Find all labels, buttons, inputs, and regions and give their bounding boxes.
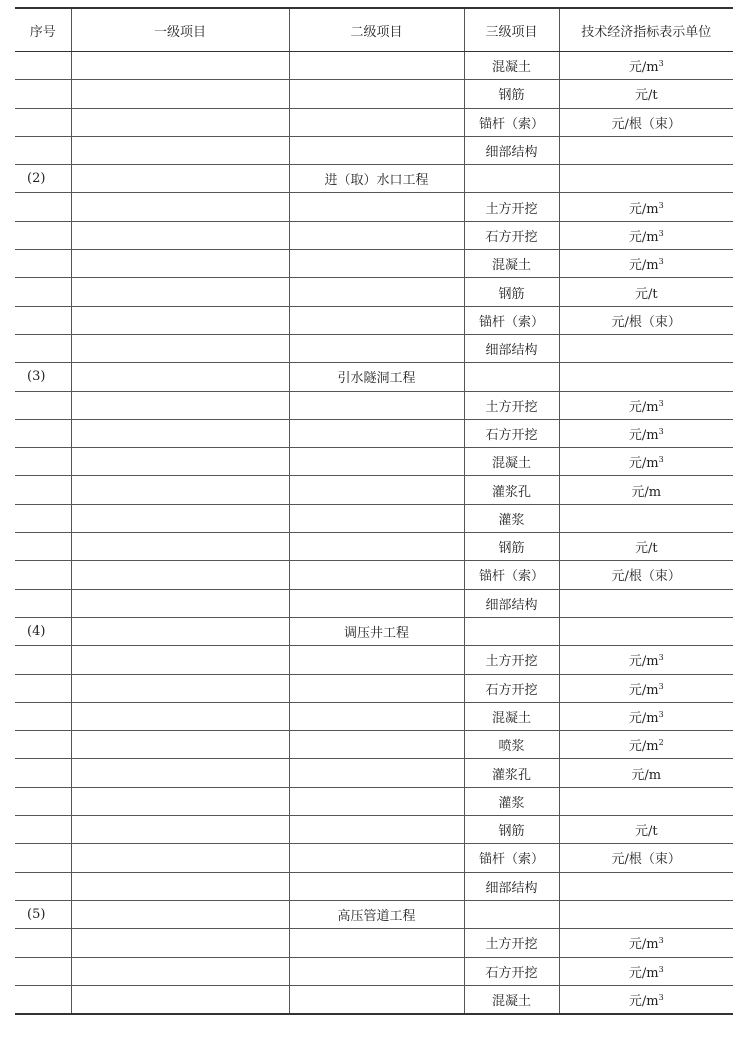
cell-serial-number — [15, 52, 71, 80]
cell-indicator-unit — [559, 929, 733, 957]
cell-level2-item — [289, 929, 464, 957]
cell-indicator-unit — [559, 844, 733, 872]
unit-exponent: 3 — [658, 228, 664, 238]
cell-serial-number — [15, 929, 71, 957]
cell-level3-item: 混凝土 — [464, 250, 559, 278]
cell-indicator-unit — [559, 900, 733, 928]
cell-serial-number — [15, 674, 71, 702]
cell-level1-item — [71, 136, 289, 164]
cell-level1-item — [71, 363, 289, 391]
unit-exponent: 2 — [658, 738, 664, 748]
unit-text: 元/m — [628, 428, 659, 443]
table-row — [15, 165, 733, 193]
cell-level2-item — [289, 646, 464, 674]
cell-level2-item — [289, 561, 464, 589]
cell-indicator-unit — [559, 306, 733, 334]
cell-level3-item: 灌浆孔 — [464, 476, 559, 504]
cell-level1-item — [71, 816, 289, 844]
unit-text: 元/m — [628, 399, 659, 415]
cell-level1-item — [71, 589, 289, 617]
cell-level1-item — [71, 108, 289, 136]
unit-text: 元/m — [628, 456, 659, 472]
table-row — [15, 617, 733, 645]
cell-level3-item: 土方开挖 — [464, 929, 559, 957]
cell-level3-item: 土方开挖 — [464, 646, 559, 674]
unit-exponent: 3 — [658, 964, 664, 974]
cell-level2-item — [289, 52, 464, 80]
table-row — [15, 504, 733, 532]
table-row — [15, 674, 733, 702]
unit-text: 元/根（束） — [611, 852, 681, 868]
cell-level3-item: 细部结构 — [464, 589, 559, 617]
unit-text: 元/t — [634, 286, 658, 302]
cell-level1-item — [71, 448, 289, 476]
table-row — [15, 278, 733, 306]
table-row — [15, 108, 733, 136]
cell-indicator-unit — [559, 165, 733, 193]
cell-level1-item — [71, 957, 289, 985]
cell-level1-item — [71, 646, 289, 674]
cell-level1-item — [71, 533, 289, 561]
cell-indicator-unit — [559, 391, 733, 419]
cell-level3-item: 石方开挖 — [464, 674, 559, 702]
cell-serial-number — [15, 702, 71, 730]
cell-level3-item: 混凝土 — [464, 52, 559, 80]
unit-text: 元/根（束） — [611, 116, 681, 132]
cell-level2-item: 进（取）水口工程 — [289, 165, 464, 193]
cell-serial-number — [15, 759, 71, 787]
cell-indicator-unit — [559, 250, 733, 278]
cell-serial-number — [15, 250, 71, 278]
cell-serial-number: (5) — [15, 900, 71, 928]
cell-serial-number — [15, 306, 71, 334]
cell-indicator-unit — [559, 816, 733, 844]
table-row — [15, 334, 733, 362]
cell-level1-item — [71, 504, 289, 532]
cell-level2-item — [289, 136, 464, 164]
unit-exponent: 3 — [658, 257, 664, 267]
header-serial-number: 序号 — [15, 8, 71, 52]
unit-exponent: 3 — [658, 59, 664, 69]
table-row — [15, 929, 733, 957]
cell-level3-item: 喷浆 — [464, 731, 559, 759]
cell-serial-number — [15, 334, 71, 362]
cell-indicator-unit — [559, 759, 733, 787]
cell-level2-item — [289, 193, 464, 221]
cell-level3-item: 锚杆（索） — [464, 108, 559, 136]
cell-level3-item: 石方开挖 — [464, 419, 559, 447]
cell-level1-item — [71, 391, 289, 419]
unit-text: 元/m — [628, 710, 659, 726]
cell-level3-item: 钢筋 — [464, 278, 559, 306]
unit-text: 元/m — [631, 484, 662, 500]
cell-level1-item — [71, 759, 289, 787]
cell-indicator-unit — [559, 646, 733, 674]
cell-indicator-unit — [559, 448, 733, 476]
cell-level2-item — [289, 306, 464, 334]
cell-level2-item — [289, 221, 464, 249]
table-row — [15, 80, 733, 108]
table-row — [15, 52, 733, 80]
unit-text: 元/m — [628, 965, 659, 981]
table-row — [15, 872, 733, 900]
cell-indicator-unit — [559, 221, 733, 249]
unit-text: 元/根（束） — [611, 314, 681, 330]
cell-level2-item — [289, 844, 464, 872]
cell-level3-item — [464, 900, 559, 928]
cell-level3-item: 钢筋 — [464, 533, 559, 561]
cell-serial-number — [15, 193, 71, 221]
cell-level2-item — [289, 278, 464, 306]
cell-serial-number — [15, 985, 71, 1013]
table-row — [15, 589, 733, 617]
cell-level3-item: 锚杆（索） — [464, 561, 559, 589]
table-row — [15, 816, 733, 844]
cell-serial-number: (3) — [15, 363, 71, 391]
cell-indicator-unit — [559, 108, 733, 136]
table-body — [15, 52, 733, 1014]
cell-indicator-unit — [559, 872, 733, 900]
table-row — [15, 787, 733, 815]
cell-level2-item: 高压管道工程 — [289, 900, 464, 928]
cell-serial-number — [15, 561, 71, 589]
unit-text: 元/m — [628, 654, 659, 670]
table-row — [15, 702, 733, 730]
cell-level2-item — [289, 108, 464, 136]
table-row — [15, 957, 733, 985]
unit-text: 元/m — [628, 993, 659, 1009]
cell-indicator-unit — [559, 334, 733, 362]
unit-text: 元/m — [628, 229, 659, 245]
cell-level1-item — [71, 221, 289, 249]
cell-serial-number — [15, 816, 71, 844]
cell-level2-item — [289, 985, 464, 1013]
cell-serial-number — [15, 476, 71, 504]
cell-level2-item — [289, 533, 464, 561]
cell-level3-item: 灌浆孔 — [464, 759, 559, 787]
cell-level1-item — [71, 674, 289, 702]
indicator-table — [15, 7, 733, 1015]
unit-text: 元/m — [628, 682, 659, 698]
unit-exponent: 3 — [658, 200, 664, 210]
unit-exponent: 3 — [658, 681, 664, 691]
cell-serial-number — [15, 391, 71, 419]
unit-text: 元/m — [628, 258, 659, 274]
cell-serial-number — [15, 419, 71, 447]
cell-level1-item — [71, 985, 289, 1013]
cell-level1-item — [71, 193, 289, 221]
cell-serial-number — [15, 731, 71, 759]
cell-level3-item: 钢筋 — [464, 816, 559, 844]
cell-level2-item — [289, 674, 464, 702]
cell-serial-number: (2) — [15, 165, 71, 193]
cell-serial-number: (4) — [15, 617, 71, 645]
table-header — [15, 8, 733, 52]
cell-indicator-unit — [559, 731, 733, 759]
cell-serial-number — [15, 504, 71, 532]
table-row — [15, 646, 733, 674]
cell-level3-item: 灌浆 — [464, 504, 559, 532]
cell-level1-item — [71, 561, 289, 589]
cell-level3-item: 钢筋 — [464, 80, 559, 108]
table-row — [15, 419, 733, 447]
cell-level1-item — [71, 872, 289, 900]
table-row — [15, 250, 733, 278]
table-row — [15, 136, 733, 164]
cell-level2-item — [289, 504, 464, 532]
cell-indicator-unit — [559, 957, 733, 985]
cell-indicator-unit — [559, 504, 733, 532]
cell-level1-item — [71, 787, 289, 815]
header-level2-item: 二级项目 — [289, 8, 464, 52]
cell-level2-item — [289, 731, 464, 759]
cell-indicator-unit — [559, 363, 733, 391]
cell-level2-item — [289, 787, 464, 815]
header-level1-item: 一级项目 — [71, 8, 289, 52]
cell-level2-item: 引水隧洞工程 — [289, 363, 464, 391]
unit-text: 元/m — [628, 739, 659, 755]
cell-level2-item — [289, 334, 464, 362]
cell-level3-item: 石方开挖 — [464, 221, 559, 249]
cell-serial-number — [15, 136, 71, 164]
cell-level1-item — [71, 52, 289, 80]
cell-level2-item — [289, 448, 464, 476]
cell-indicator-unit — [559, 589, 733, 617]
unit-exponent: 3 — [658, 992, 664, 1002]
cell-level3-item: 混凝土 — [464, 448, 559, 476]
unit-exponent: 3 — [658, 455, 664, 465]
cell-level2-item — [289, 476, 464, 504]
unit-text: 元/根（束） — [611, 569, 681, 585]
cell-indicator-unit — [559, 136, 733, 164]
unit-exponent: 3 — [658, 427, 664, 436]
cell-indicator-unit — [559, 80, 733, 108]
cell-indicator-unit — [559, 985, 733, 1013]
cell-level1-item — [71, 250, 289, 278]
cell-level1-item — [71, 306, 289, 334]
cell-indicator-unit — [559, 787, 733, 815]
cell-level2-item — [289, 759, 464, 787]
cell-level1-item — [71, 165, 289, 193]
unit-text: 元/m — [628, 937, 659, 953]
unit-text: 元/m — [628, 201, 659, 217]
cell-serial-number — [15, 589, 71, 617]
cell-level1-item — [71, 334, 289, 362]
unit-text: 元/t — [634, 541, 658, 557]
cell-level1-item — [71, 80, 289, 108]
cell-level3-item — [464, 165, 559, 193]
cell-level3-item: 细部结构 — [464, 872, 559, 900]
table-row — [15, 844, 733, 872]
table-row — [15, 561, 733, 589]
cell-serial-number — [15, 844, 71, 872]
table-row — [15, 900, 733, 928]
cell-serial-number — [15, 872, 71, 900]
cell-level3-item: 细部结构 — [464, 136, 559, 164]
cell-serial-number — [15, 278, 71, 306]
table-row — [15, 448, 733, 476]
cell-level1-item — [71, 702, 289, 730]
cell-level2-item — [289, 702, 464, 730]
cell-serial-number — [15, 448, 71, 476]
cell-level3-item: 石方开挖 — [464, 957, 559, 985]
cell-level2-item — [289, 391, 464, 419]
cell-indicator-unit — [559, 674, 733, 702]
table-row — [15, 221, 733, 249]
table-row — [15, 985, 733, 1013]
unit-text: 元/m — [628, 60, 659, 76]
cell-indicator-unit — [559, 561, 733, 589]
cell-indicator-unit — [559, 476, 733, 504]
header-level3-item: 三级项目 — [464, 8, 559, 52]
cell-indicator-unit — [559, 52, 733, 80]
cell-serial-number — [15, 533, 71, 561]
cell-indicator-unit — [559, 419, 733, 447]
cell-serial-number — [15, 957, 71, 985]
cell-serial-number — [15, 80, 71, 108]
cell-level2-item — [289, 816, 464, 844]
cell-level3-item — [464, 617, 559, 645]
unit-exponent: 3 — [658, 936, 664, 946]
cell-level3-item: 土方开挖 — [464, 193, 559, 221]
table-row — [15, 533, 733, 561]
cell-indicator-unit — [559, 278, 733, 306]
cell-level2-item — [289, 419, 464, 447]
cell-level3-item: 锚杆（索） — [464, 306, 559, 334]
header-indicator-unit: 技术经济指标表示单位 — [559, 8, 733, 52]
cell-level2-item — [289, 957, 464, 985]
cell-level3-item: 锚杆（索） — [464, 844, 559, 872]
cell-level3-item: 土方开挖 — [464, 391, 559, 419]
cell-indicator-unit — [559, 193, 733, 221]
cell-level1-item — [71, 278, 289, 306]
table-row — [15, 731, 733, 759]
table-row — [15, 363, 733, 391]
cell-level3-item: 细部结构 — [464, 334, 559, 362]
cell-level3-item: 混凝土 — [464, 985, 559, 1013]
cell-serial-number — [15, 108, 71, 136]
table-row — [15, 306, 733, 334]
table-row — [15, 193, 733, 221]
cell-level2-item — [289, 872, 464, 900]
unit-text: 元/m — [631, 767, 662, 783]
unit-exponent: 3 — [658, 709, 664, 719]
cell-level1-item — [71, 844, 289, 872]
cell-indicator-unit — [559, 617, 733, 645]
cell-serial-number — [15, 787, 71, 815]
cell-level3-item: 混凝土 — [464, 702, 559, 730]
cell-level1-item — [71, 900, 289, 928]
cell-level1-item — [71, 476, 289, 504]
unit-text: 元/t — [634, 824, 658, 840]
unit-exponent: 3 — [658, 653, 664, 663]
cell-level2-item — [289, 80, 464, 108]
table-row — [15, 476, 733, 504]
cell-indicator-unit — [559, 702, 733, 730]
cell-level3-item — [464, 363, 559, 391]
cell-level2-item — [289, 589, 464, 617]
cell-level1-item — [71, 929, 289, 957]
cell-level1-item — [71, 617, 289, 645]
cell-serial-number — [15, 646, 71, 674]
cell-level1-item — [71, 731, 289, 759]
cell-level3-item: 灌浆 — [464, 787, 559, 815]
cell-indicator-unit — [559, 533, 733, 561]
unit-text: 元/t — [634, 88, 658, 104]
unit-exponent: 3 — [658, 398, 664, 408]
table-row — [15, 759, 733, 787]
table-row — [15, 391, 733, 419]
cell-level2-item: 调压井工程 — [289, 617, 464, 645]
cell-level1-item — [71, 419, 289, 447]
cell-level2-item — [289, 250, 464, 278]
cell-serial-number — [15, 221, 71, 249]
